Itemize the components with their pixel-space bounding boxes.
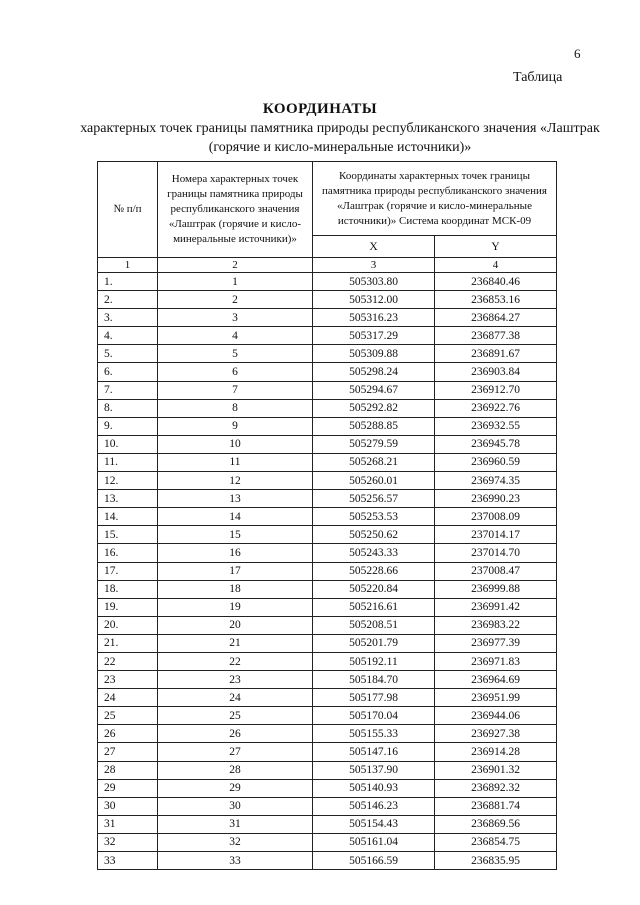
- row-index: 20.: [98, 616, 158, 634]
- table-row: [98, 381, 557, 399]
- table-row: [98, 291, 557, 309]
- table-row: [98, 761, 557, 779]
- header-number-3: 3: [313, 258, 435, 273]
- table-row: [98, 345, 557, 363]
- row-x-coordinate: 505317.29: [313, 327, 435, 345]
- row-x-coordinate: 505260.01: [313, 472, 435, 490]
- row-point-number: 28: [158, 761, 313, 779]
- row-y-coordinate: 236892.32: [435, 779, 557, 797]
- row-point-number: 8: [158, 399, 313, 417]
- row-index: 8.: [98, 399, 158, 417]
- row-point-number: 29: [158, 779, 313, 797]
- row-point-number: 18: [158, 580, 313, 598]
- row-point-number: 4: [158, 327, 313, 345]
- row-point-number: 1: [158, 273, 313, 291]
- row-point-number: 25: [158, 707, 313, 725]
- table-row: [98, 453, 557, 471]
- table-row: [98, 562, 557, 580]
- table-row: [98, 652, 557, 670]
- row-index: 9.: [98, 417, 158, 435]
- row-point-number: 2: [158, 291, 313, 309]
- row-index: 11.: [98, 453, 158, 471]
- row-index: 12.: [98, 472, 158, 490]
- row-point-number: 6: [158, 363, 313, 381]
- row-index: 33: [98, 852, 158, 870]
- row-y-coordinate: 236901.32: [435, 761, 557, 779]
- row-point-number: 17: [158, 562, 313, 580]
- row-point-number: 14: [158, 508, 313, 526]
- row-x-coordinate: 505170.04: [313, 707, 435, 725]
- table-row: [98, 725, 557, 743]
- row-point-number: 15: [158, 526, 313, 544]
- row-y-coordinate: 237014.70: [435, 544, 557, 562]
- row-x-coordinate: 505309.88: [313, 345, 435, 363]
- row-index: 3.: [98, 309, 158, 327]
- row-x-coordinate: 505201.79: [313, 634, 435, 652]
- table-row: [98, 779, 557, 797]
- table-row: [98, 833, 557, 851]
- row-y-coordinate: 236891.67: [435, 345, 557, 363]
- row-index: 16.: [98, 544, 158, 562]
- row-y-coordinate: 236932.55: [435, 417, 557, 435]
- row-index: 22: [98, 652, 158, 670]
- table-row: [98, 399, 557, 417]
- row-point-number: 30: [158, 797, 313, 815]
- row-index: 19.: [98, 598, 158, 616]
- row-x-coordinate: 505312.00: [313, 291, 435, 309]
- table-row: [98, 815, 557, 833]
- row-x-coordinate: 505154.43: [313, 815, 435, 833]
- row-x-coordinate: 505161.04: [313, 833, 435, 851]
- row-x-coordinate: 505253.53: [313, 508, 435, 526]
- row-x-coordinate: 505184.70: [313, 671, 435, 689]
- row-y-coordinate: 236971.83: [435, 652, 557, 670]
- row-point-number: 12: [158, 472, 313, 490]
- row-y-coordinate: 237014.17: [435, 526, 557, 544]
- row-x-coordinate: 505140.93: [313, 779, 435, 797]
- row-y-coordinate: 236944.06: [435, 707, 557, 725]
- row-index: 28: [98, 761, 158, 779]
- table-label: Таблица: [513, 70, 563, 85]
- row-index: 32: [98, 833, 158, 851]
- row-x-coordinate: 505155.33: [313, 725, 435, 743]
- row-index: 30: [98, 797, 158, 815]
- table-row: [98, 417, 557, 435]
- row-y-coordinate: 237008.47: [435, 562, 557, 580]
- row-y-coordinate: 236991.42: [435, 598, 557, 616]
- row-y-coordinate: 236840.46: [435, 273, 557, 291]
- row-x-coordinate: 505250.62: [313, 526, 435, 544]
- row-x-coordinate: 505256.57: [313, 490, 435, 508]
- table-row: [98, 671, 557, 689]
- row-point-number: 33: [158, 852, 313, 870]
- table-row: [98, 435, 557, 453]
- page-number: 6: [574, 46, 581, 61]
- row-point-number: 3: [158, 309, 313, 327]
- row-y-coordinate: 236914.28: [435, 743, 557, 761]
- row-y-coordinate: 236951.99: [435, 689, 557, 707]
- row-index: 26: [98, 725, 158, 743]
- row-index: 24: [98, 689, 158, 707]
- row-index: 10.: [98, 435, 158, 453]
- row-x-coordinate: 505298.24: [313, 363, 435, 381]
- row-y-coordinate: 236903.84: [435, 363, 557, 381]
- row-index: 17.: [98, 562, 158, 580]
- table-row: [98, 689, 557, 707]
- header-index: № п/п: [98, 162, 158, 258]
- table-row: [98, 490, 557, 508]
- row-y-coordinate: 236854.75: [435, 833, 557, 851]
- table-row: [98, 598, 557, 616]
- header-number-4: 4: [435, 258, 557, 273]
- row-point-number: 19: [158, 598, 313, 616]
- row-point-number: 31: [158, 815, 313, 833]
- row-y-coordinate: 236927.38: [435, 725, 557, 743]
- row-x-coordinate: 505303.80: [313, 273, 435, 291]
- row-y-coordinate: 236853.16: [435, 291, 557, 309]
- row-x-coordinate: 505137.90: [313, 761, 435, 779]
- document-title: КООРДИНАТЫ: [262, 101, 378, 117]
- row-index: 4.: [98, 327, 158, 345]
- row-point-number: 21: [158, 634, 313, 652]
- table-row: [98, 544, 557, 562]
- row-point-number: 16: [158, 544, 313, 562]
- table-row: [98, 797, 557, 815]
- row-y-coordinate: 236964.69: [435, 671, 557, 689]
- row-y-coordinate: 236912.70: [435, 381, 557, 399]
- row-point-number: 24: [158, 689, 313, 707]
- row-x-coordinate: 505316.23: [313, 309, 435, 327]
- table-body: [98, 273, 557, 870]
- row-point-number: 27: [158, 743, 313, 761]
- coordinates-table: [97, 161, 557, 870]
- document-subtitle: характерных точек границы памятника природы республиканского значения «Лаштрак (горячие и кисло-минеральные источники)»: [80, 121, 600, 155]
- table-row: [98, 852, 557, 870]
- row-point-number: 9: [158, 417, 313, 435]
- row-x-coordinate: 505228.66: [313, 562, 435, 580]
- row-x-coordinate: 505177.98: [313, 689, 435, 707]
- header-number-1: 1: [98, 258, 158, 273]
- table-row: [98, 273, 557, 291]
- row-index: 13.: [98, 490, 158, 508]
- row-y-coordinate: 237008.09: [435, 508, 557, 526]
- row-point-number: 22: [158, 652, 313, 670]
- row-point-number: 20: [158, 616, 313, 634]
- row-point-number: 7: [158, 381, 313, 399]
- row-y-coordinate: 236922.76: [435, 399, 557, 417]
- table-row: [98, 580, 557, 598]
- table-row: [98, 526, 557, 544]
- row-index: 2.: [98, 291, 158, 309]
- row-x-coordinate: 505192.11: [313, 652, 435, 670]
- row-x-coordinate: 505166.59: [313, 852, 435, 870]
- header-y: Y: [435, 236, 557, 258]
- row-y-coordinate: 236990.23: [435, 490, 557, 508]
- table-row: [98, 707, 557, 725]
- row-index: 23: [98, 671, 158, 689]
- row-y-coordinate: 236877.38: [435, 327, 557, 345]
- table-row: [98, 363, 557, 381]
- row-y-coordinate: 236960.59: [435, 453, 557, 471]
- row-y-coordinate: 236999.88: [435, 580, 557, 598]
- table-row: [98, 634, 557, 652]
- row-x-coordinate: 505288.85: [313, 417, 435, 435]
- row-y-coordinate: 236945.78: [435, 435, 557, 453]
- row-y-coordinate: 236869.56: [435, 815, 557, 833]
- row-index: 21.: [98, 634, 158, 652]
- row-x-coordinate: 505216.61: [313, 598, 435, 616]
- row-index: 29: [98, 779, 158, 797]
- row-point-number: 23: [158, 671, 313, 689]
- row-x-coordinate: 505147.16: [313, 743, 435, 761]
- row-x-coordinate: 505243.33: [313, 544, 435, 562]
- row-point-number: 10: [158, 435, 313, 453]
- row-x-coordinate: 505279.59: [313, 435, 435, 453]
- row-index: 1.: [98, 273, 158, 291]
- row-index: 14.: [98, 508, 158, 526]
- header-coordinates: Координаты характерных точек границы памятника природы республиканского значения «Лаштрак (горячие и кисло-минеральные источники)» Система координат МСК-09: [313, 162, 557, 236]
- row-point-number: 11: [158, 453, 313, 471]
- row-index: 25: [98, 707, 158, 725]
- row-y-coordinate: 236864.27: [435, 309, 557, 327]
- table-row: [98, 508, 557, 526]
- row-y-coordinate: 236835.95: [435, 852, 557, 870]
- row-y-coordinate: 236977.39: [435, 634, 557, 652]
- row-x-coordinate: 505146.23: [313, 797, 435, 815]
- row-y-coordinate: 236881.74: [435, 797, 557, 815]
- row-point-number: 5: [158, 345, 313, 363]
- row-index: 5.: [98, 345, 158, 363]
- header-point-number: Номера характерных точек границы памятника природы республиканского значения «Лаштрак (горячие и кисло-минеральные источники)»: [158, 162, 313, 258]
- row-index: 27: [98, 743, 158, 761]
- row-index: 15.: [98, 526, 158, 544]
- row-x-coordinate: 505294.67: [313, 381, 435, 399]
- table-row: [98, 327, 557, 345]
- row-y-coordinate: 236974.35: [435, 472, 557, 490]
- header-number-2: 2: [158, 258, 313, 273]
- row-index: 18.: [98, 580, 158, 598]
- row-x-coordinate: 505220.84: [313, 580, 435, 598]
- row-point-number: 32: [158, 833, 313, 851]
- row-point-number: 13: [158, 490, 313, 508]
- table-row: [98, 616, 557, 634]
- table-row: [98, 472, 557, 490]
- row-index: 31: [98, 815, 158, 833]
- table-row: [98, 743, 557, 761]
- header-x: X: [313, 236, 435, 258]
- row-x-coordinate: 505268.21: [313, 453, 435, 471]
- row-x-coordinate: 505292.82: [313, 399, 435, 417]
- row-index: 7.: [98, 381, 158, 399]
- row-point-number: 26: [158, 725, 313, 743]
- row-y-coordinate: 236983.22: [435, 616, 557, 634]
- row-x-coordinate: 505208.51: [313, 616, 435, 634]
- row-index: 6.: [98, 363, 158, 381]
- table-row: [98, 309, 557, 327]
